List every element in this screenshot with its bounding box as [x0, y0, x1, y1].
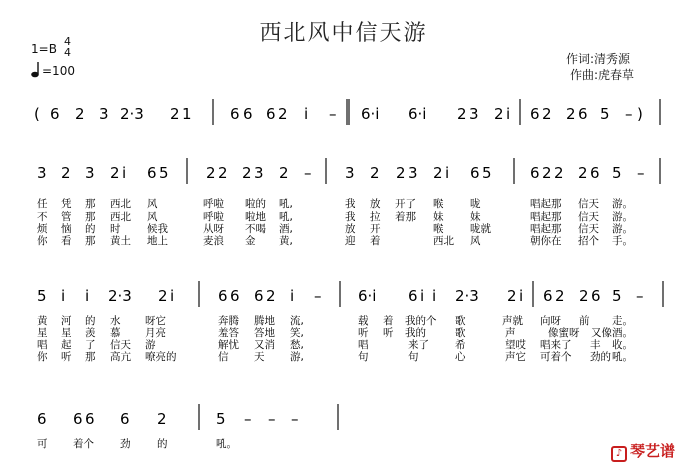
- jianpu-note: 3: [85, 164, 95, 182]
- lyric-word: 流,: [290, 315, 304, 327]
- jianpu-note: 1: [182, 105, 192, 123]
- lyric-word: 信天: [110, 339, 131, 351]
- lyricist-credit: 作词:清秀源: [566, 52, 631, 66]
- lyric-word: 心: [455, 351, 466, 363]
- lyric-word: 星: [37, 327, 48, 339]
- lyric-word: 唱: [358, 339, 369, 351]
- lyric-word: 我的个: [405, 315, 437, 327]
- jianpu-note: 2·3: [455, 287, 479, 305]
- jianpu-note: 2: [75, 105, 85, 123]
- jianpu-note: 3: [37, 164, 47, 182]
- lyric-word: 又消: [254, 339, 275, 351]
- jianpu-note: i: [304, 105, 309, 123]
- lyric-word: 望哎: [505, 339, 526, 351]
- lyric-word: 唱起那: [530, 211, 562, 223]
- jianpu-note: i: [290, 287, 295, 305]
- lyric-word: 信天: [578, 198, 599, 210]
- lyric-word: 前: [579, 315, 590, 327]
- lyric-word: 听: [358, 327, 369, 339]
- lyric-word: 开了: [395, 198, 416, 210]
- jianpu-note: 2: [507, 287, 517, 305]
- lyric-word: 从呀: [203, 223, 224, 235]
- jianpu-note: 2: [242, 164, 252, 182]
- jianpu-note: i: [432, 287, 437, 305]
- lyric-word: 吼。: [612, 351, 633, 363]
- tempo-marking: =100: [42, 64, 75, 78]
- lyric-word: 凭: [61, 198, 72, 210]
- jianpu-note: 2: [157, 410, 167, 428]
- jianpu-note: 6: [254, 287, 264, 305]
- lyric-word: 声它: [505, 351, 526, 363]
- logo-icon: ♪: [611, 446, 627, 462]
- lyric-word: 声就: [502, 315, 523, 327]
- lyric-word: 解忧: [218, 339, 239, 351]
- lyric-word: 放: [370, 198, 381, 210]
- jianpu-note: i: [506, 105, 511, 123]
- lyric-word: 希: [455, 339, 466, 351]
- lyric-word: 那: [85, 351, 96, 363]
- lyric-word: 咙: [470, 198, 481, 210]
- lyric-word: 任: [37, 198, 48, 210]
- key-signature: 1=B: [31, 42, 57, 56]
- lyric-word: 西北: [433, 235, 454, 247]
- jianpu-note: i: [519, 287, 524, 305]
- lyric-word: 妹: [433, 211, 444, 223]
- lyric-word: 歌: [455, 327, 466, 339]
- jianpu-note: 2: [457, 105, 467, 123]
- jianpu-note: i: [445, 164, 450, 182]
- jianpu-note: 5: [600, 105, 610, 123]
- lyric-word: 那: [85, 198, 96, 210]
- jianpu-note: 6: [266, 105, 276, 123]
- jianpu-note: ): [637, 105, 643, 123]
- lyric-word: 恼: [61, 223, 72, 235]
- jianpu-note: 6: [218, 287, 228, 305]
- jianpu-note: –: [637, 164, 645, 182]
- jianpu-note: 3: [345, 164, 355, 182]
- jianpu-note: –: [291, 410, 299, 428]
- lyric-word: 的: [85, 315, 96, 327]
- lyric-word: 信: [218, 351, 229, 363]
- jianpu-note: 6: [230, 287, 240, 305]
- lyric-word: 声: [505, 327, 516, 339]
- jianpu-note: 6: [590, 164, 600, 182]
- lyric-word: 歌: [455, 315, 466, 327]
- lyric-word: 开: [370, 223, 381, 235]
- jianpu-note: 5: [612, 164, 622, 182]
- lyric-word: 迎: [345, 235, 356, 247]
- lyric-word: 月亮: [145, 327, 166, 339]
- jianpu-note: 6: [243, 105, 253, 123]
- lyric-word: 水: [110, 315, 121, 327]
- lyric-word: 听: [61, 351, 72, 363]
- lyric-word: 烦: [37, 223, 48, 235]
- lyric-word: 羞答: [218, 327, 239, 339]
- lyric-word: 腾地: [254, 315, 275, 327]
- jianpu-note: –: [304, 164, 312, 182]
- lyric-word: 拉: [370, 211, 381, 223]
- jianpu-note: i: [420, 287, 425, 305]
- jianpu-note: –: [314, 287, 322, 305]
- lyric-word: 答地: [254, 327, 275, 339]
- lyric-word: 笑,: [290, 327, 304, 339]
- jianpu-note: 2: [158, 287, 168, 305]
- lyric-word: 不: [37, 211, 48, 223]
- lyric-word: 你: [37, 351, 48, 363]
- lyric-word: 又像: [591, 327, 612, 339]
- lyric-word: 河: [61, 315, 72, 327]
- jianpu-note: 2: [110, 164, 120, 182]
- lyric-word: 着个: [73, 438, 94, 450]
- lyric-word: 我: [345, 211, 356, 223]
- jianpu-note: 6: [50, 105, 60, 123]
- time-signature-top: 4: [64, 35, 71, 48]
- lyric-word: 吼,: [279, 211, 293, 223]
- jianpu-note: 2: [542, 164, 552, 182]
- lyric-word: 来了: [408, 339, 429, 351]
- jianpu-note: 6: [73, 410, 83, 428]
- jianpu-note: 6: [470, 164, 480, 182]
- jianpu-note: 6: [543, 287, 553, 305]
- lyric-word: 游。: [612, 198, 633, 210]
- lyric-word: 酒,: [279, 223, 293, 235]
- jianpu-note: 2: [370, 164, 380, 182]
- jianpu-note: 2: [170, 105, 180, 123]
- lyric-word: 妹: [470, 211, 481, 223]
- lyric-word: 朝你在: [530, 235, 562, 247]
- lyric-word: 吼。: [216, 438, 237, 450]
- lyric-word: 招个: [578, 235, 599, 247]
- lyric-word: 不喝: [245, 223, 266, 235]
- lyric-word: 我的: [405, 327, 426, 339]
- lyric-word: 西北: [110, 211, 131, 223]
- lyric-word: 奔腾: [218, 315, 239, 327]
- lyric-word: 唱起那: [530, 198, 562, 210]
- jianpu-note: 3: [469, 105, 479, 123]
- jianpu-note: 5: [216, 410, 226, 428]
- jianpu-note: 6: [578, 105, 588, 123]
- lyric-word: 羡: [85, 327, 96, 339]
- lyric-word: 我: [345, 198, 356, 210]
- lyric-word: 金: [245, 235, 256, 247]
- jianpu-note: 6: [530, 105, 540, 123]
- lyric-word: 呼啦: [203, 211, 224, 223]
- lyric-word: 愁,: [290, 339, 304, 351]
- lyric-word: 唱来了: [540, 339, 572, 351]
- lyric-word: 麦浪: [203, 235, 224, 247]
- lyric-word: 载: [358, 315, 369, 327]
- jianpu-note: 2: [566, 105, 576, 123]
- jianpu-note: i: [61, 287, 66, 305]
- jianpu-note: 5: [482, 164, 492, 182]
- lyric-word: 天: [254, 351, 265, 363]
- jianpu-note: 2: [396, 164, 406, 182]
- lyric-word: 听: [383, 327, 394, 339]
- lyric-word: 慕: [110, 327, 121, 339]
- jianpu-note: 2: [218, 164, 228, 182]
- jianpu-note: 6: [408, 287, 418, 305]
- lyric-word: 呀它: [145, 315, 166, 327]
- jianpu-note: 6: [37, 410, 47, 428]
- lyric-word: 嘹亮的: [145, 351, 177, 363]
- lyric-word: 起: [61, 339, 72, 351]
- song-title: 西北风中信天游: [259, 21, 428, 46]
- lyric-word: 唱: [37, 339, 48, 351]
- lyric-word: 地上: [147, 235, 168, 247]
- jianpu-note: 6·i: [358, 287, 377, 305]
- logo-text: 琴艺谱: [629, 442, 675, 460]
- lyric-word: 那: [85, 211, 96, 223]
- lyric-word: 游: [145, 339, 156, 351]
- lyric-word: 唱起那: [530, 223, 562, 235]
- lyric-word: 喉: [433, 198, 444, 210]
- lyric-word: 游。: [612, 223, 633, 235]
- lyric-word: 黄: [37, 315, 48, 327]
- jianpu-note: 2: [206, 164, 216, 182]
- lyric-word: 的: [85, 223, 96, 235]
- jianpu-note: 2: [542, 105, 552, 123]
- jianpu-note: –: [625, 105, 633, 123]
- lyric-word: 黄土: [110, 235, 131, 247]
- lyric-word: 管: [61, 211, 72, 223]
- jianpu-note: 2·3: [108, 287, 132, 305]
- time-signature-bottom: 4: [64, 46, 71, 59]
- jianpu-note: 3: [99, 105, 109, 123]
- lyric-word: 咙就: [470, 223, 491, 235]
- jianpu-note: 2: [494, 105, 504, 123]
- jianpu-note: 6: [591, 287, 601, 305]
- lyric-word: 向呀: [540, 315, 561, 327]
- site-logo: [611, 440, 675, 462]
- lyric-word: 手。: [612, 235, 633, 247]
- jianpu-note: 2: [61, 164, 71, 182]
- lyric-word: 候我: [147, 223, 168, 235]
- jianpu-note: 2: [579, 287, 589, 305]
- jianpu-note: 5: [612, 287, 622, 305]
- lyric-word: 劲的: [590, 351, 611, 363]
- lyric-word: 丰: [590, 339, 601, 351]
- lyric-word: 风: [470, 235, 481, 247]
- jianpu-note: 6: [120, 410, 130, 428]
- jianpu-note: 6·i: [361, 105, 380, 123]
- jianpu-note: 2: [555, 287, 565, 305]
- lyric-word: 信天: [578, 211, 599, 223]
- lyric-word: 的: [157, 438, 168, 450]
- lyric-word: 喉: [433, 223, 444, 235]
- jianpu-note: –: [636, 287, 644, 305]
- lyric-word: 可: [37, 438, 48, 450]
- jianpu-note: i: [85, 287, 90, 305]
- lyric-word: 了: [85, 339, 96, 351]
- jianpu-note: 2: [554, 164, 564, 182]
- jianpu-note: 6: [147, 164, 157, 182]
- lyric-word: 呼啦: [203, 198, 224, 210]
- lyric-word: 劲: [120, 438, 131, 450]
- lyric-word: 风: [147, 211, 158, 223]
- lyric-word: 游。: [612, 211, 633, 223]
- jianpu-note: –: [244, 410, 252, 428]
- lyric-word: 酒。: [612, 327, 633, 339]
- jianpu-note: 2: [279, 164, 289, 182]
- composer-credit: 作曲:虎春草: [570, 68, 635, 82]
- lyric-word: 那: [85, 235, 96, 247]
- lyric-word: 风: [147, 198, 158, 210]
- lyric-word: 走。: [612, 315, 633, 327]
- jianpu-note: 2: [266, 287, 276, 305]
- lyric-word: 西北: [110, 198, 131, 210]
- lyric-word: 游,: [290, 351, 304, 363]
- jianpu-note: 2·3: [120, 105, 144, 123]
- lyric-word: 像蜜呀: [548, 327, 580, 339]
- jianpu-note: i: [170, 287, 175, 305]
- jianpu-note: 6: [85, 410, 95, 428]
- jianpu-note: 6·i: [408, 105, 427, 123]
- lyric-word: 黄,: [279, 235, 293, 247]
- jianpu-note: (: [34, 105, 40, 123]
- jianpu-note: i: [122, 164, 127, 182]
- jianpu-note: 5: [37, 287, 47, 305]
- jianpu-note: 3: [254, 164, 264, 182]
- lyric-word: 吼,: [279, 198, 293, 210]
- lyric-word: 高亢: [110, 351, 131, 363]
- jianpu-note: –: [329, 105, 337, 123]
- lyric-word: 着那: [395, 211, 416, 223]
- lyric-word: 信天: [578, 223, 599, 235]
- jianpu-note: –: [268, 410, 276, 428]
- jianpu-note: 2: [278, 105, 288, 123]
- jianpu-note: 2: [578, 164, 588, 182]
- jianpu-note: 3: [408, 164, 418, 182]
- lyric-word: 星: [61, 327, 72, 339]
- lyric-word: 句: [358, 351, 369, 363]
- lyric-word: 啦的: [245, 198, 266, 210]
- jianpu-note: 5: [159, 164, 169, 182]
- lyric-word: 着: [370, 235, 381, 247]
- lyric-word: 可着个: [540, 351, 572, 363]
- lyric-word: 句: [408, 351, 419, 363]
- lyric-word: 看: [61, 235, 72, 247]
- lyric-word: 时: [110, 223, 121, 235]
- lyric-word: 着: [383, 315, 394, 327]
- lyric-word: 啦地: [245, 211, 266, 223]
- lyric-word: 你: [37, 235, 48, 247]
- lyric-word: 放: [345, 223, 356, 235]
- jianpu-note: 6: [530, 164, 540, 182]
- jianpu-note: 6: [230, 105, 240, 123]
- lyric-word: 收。: [612, 339, 633, 351]
- jianpu-note: 2: [433, 164, 443, 182]
